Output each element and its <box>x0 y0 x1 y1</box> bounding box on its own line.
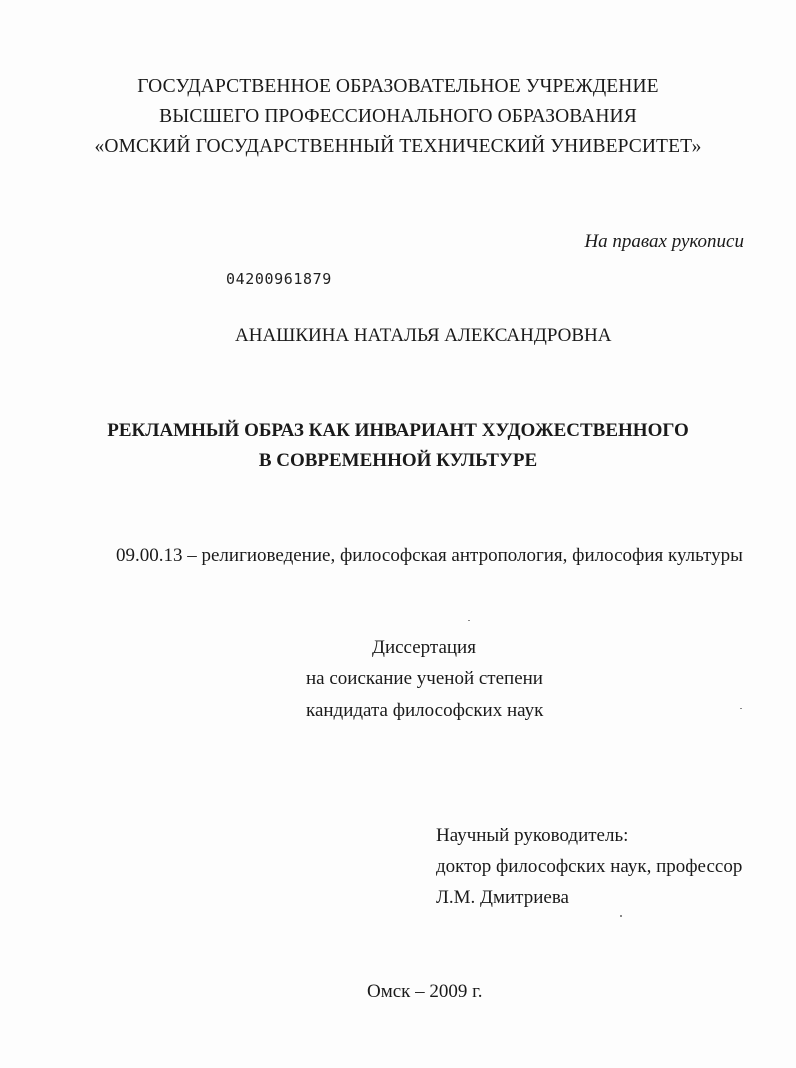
supervisor-name: Л.М. Дмитриева <box>436 887 569 908</box>
institution-line-3: «ОМСКИЙ ГОСУДАРСТВЕННЫЙ ТЕХНИЧЕСКИЙ УНИВЕРСИТЕТ» <box>94 136 702 157</box>
specialty-code: 09.00.13 – религиоведение, философская антропология, философия культуры <box>116 545 743 566</box>
dissertation-title-line-2: В СОВРЕМЕННОЙ КУЛЬТУРЕ <box>258 450 538 471</box>
scan-speck <box>740 708 742 709</box>
supervisor-label: Научный руководитель: <box>436 825 629 846</box>
author-name: АНАШКИНА НАТАЛЬЯ АЛЕКСАНДРОВНА <box>235 325 612 346</box>
degree-line-2: на соискание ученой степени <box>306 668 543 689</box>
degree-line-1: Диссертация <box>372 637 476 658</box>
catalog-number: 04200961879 <box>226 270 332 288</box>
supervisor-credentials: доктор философских наук, профессор <box>436 856 743 877</box>
scan-speck <box>468 620 470 621</box>
dissertation-title-line-1: РЕКЛАМНЫЙ ОБРАЗ КАК ИНВАРИАНТ ХУДОЖЕСТВЕННОГО <box>107 420 689 441</box>
scan-speck <box>620 915 622 917</box>
place-and-year: Омск – 2009 г. <box>367 981 483 1002</box>
institution-line-2: ВЫСШЕГО ПРОФЕССИОНАЛЬНОГО ОБРАЗОВАНИЯ <box>159 106 637 127</box>
degree-line-3: кандидата философских наук <box>306 700 544 721</box>
manuscript-note: На правах рукописи <box>584 231 744 252</box>
institution-line-1: ГОСУДАРСТВЕННОЕ ОБРАЗОВАТЕЛЬНОЕ УЧРЕЖДЕНИЕ <box>137 76 659 97</box>
